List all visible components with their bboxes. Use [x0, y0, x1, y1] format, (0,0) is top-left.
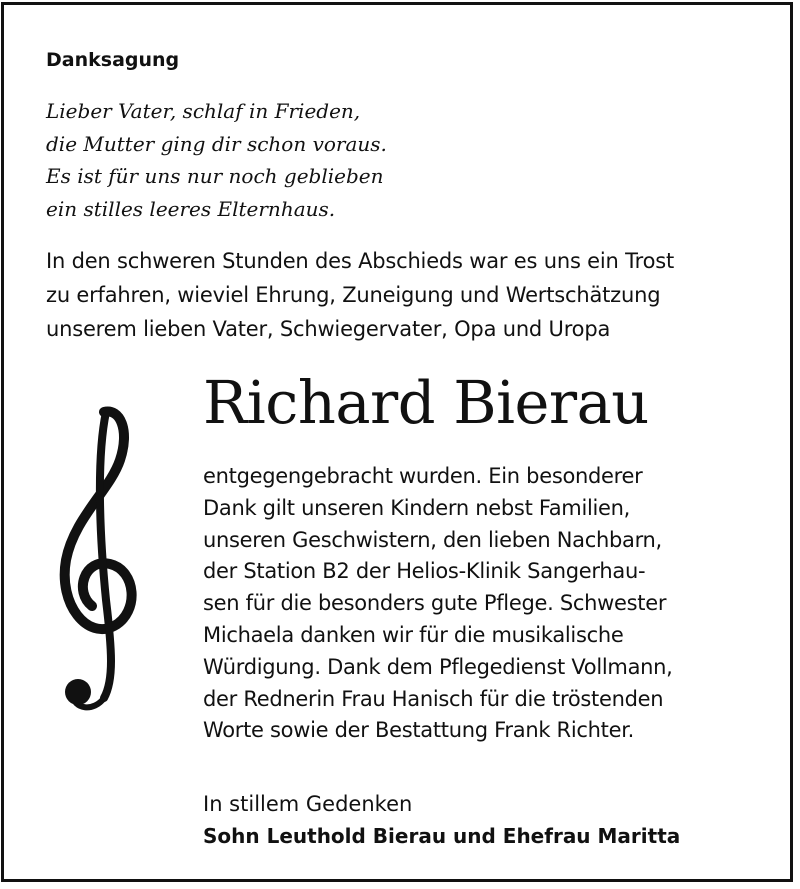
body-line: sen für die besonders gute Pflege. Schwester — [203, 591, 667, 616]
body-line: unseren Geschwistern, den lieben Nachbarn, — [203, 527, 662, 552]
body-line: der Station B2 der Helios-Klinik Sangerhau- — [203, 559, 646, 584]
poem-line: Es ist für uns nur noch geblieben — [46, 164, 384, 188]
intro-text — [46, 244, 674, 346]
body-line: entgegengebracht wurden. Ein besonderer — [203, 464, 643, 488]
treble-clef-icon — [44, 400, 144, 720]
intro-line: zu erfahren, wieviel Ehrung, Zuneigung und Wertschätzung — [46, 283, 661, 307]
notice-heading: Danksagung — [46, 49, 180, 71]
signature: Sohn Leuthold Bierau und Ehefrau Maritta — [203, 824, 681, 848]
body-line: Dank gilt unseren Kindern nebst Familien, — [203, 495, 631, 520]
intro-line: In den schweren Stunden des Abschieds war es uns ein Trost — [46, 249, 675, 273]
body-line: der Rednerin Frau Hanisch für die tröstenden — [203, 686, 664, 711]
intro-line: unserem lieben Vater, Schwiegervater, Opa und Uropa — [46, 317, 611, 341]
poem-line: ein stilles leeres Elternhaus. — [46, 196, 336, 221]
poem-line: Lieber Vater, schlaf in Frieden, — [46, 99, 361, 123]
body-text — [203, 461, 673, 747]
body-line: Worte sowie der Bestattung Frank Richter. — [203, 718, 634, 743]
poem-line: die Mutter ging dir schon voraus. — [46, 131, 387, 156]
body-line: Michaela danken wir für die musikalische — [203, 622, 624, 647]
poem — [46, 95, 387, 225]
closing-text: In stillem Gedenken — [203, 792, 413, 816]
deceased-name: Richard Bierau — [203, 368, 649, 437]
body-line: Würdigung. Dank dem Pflegedienst Vollmann, — [203, 654, 673, 679]
